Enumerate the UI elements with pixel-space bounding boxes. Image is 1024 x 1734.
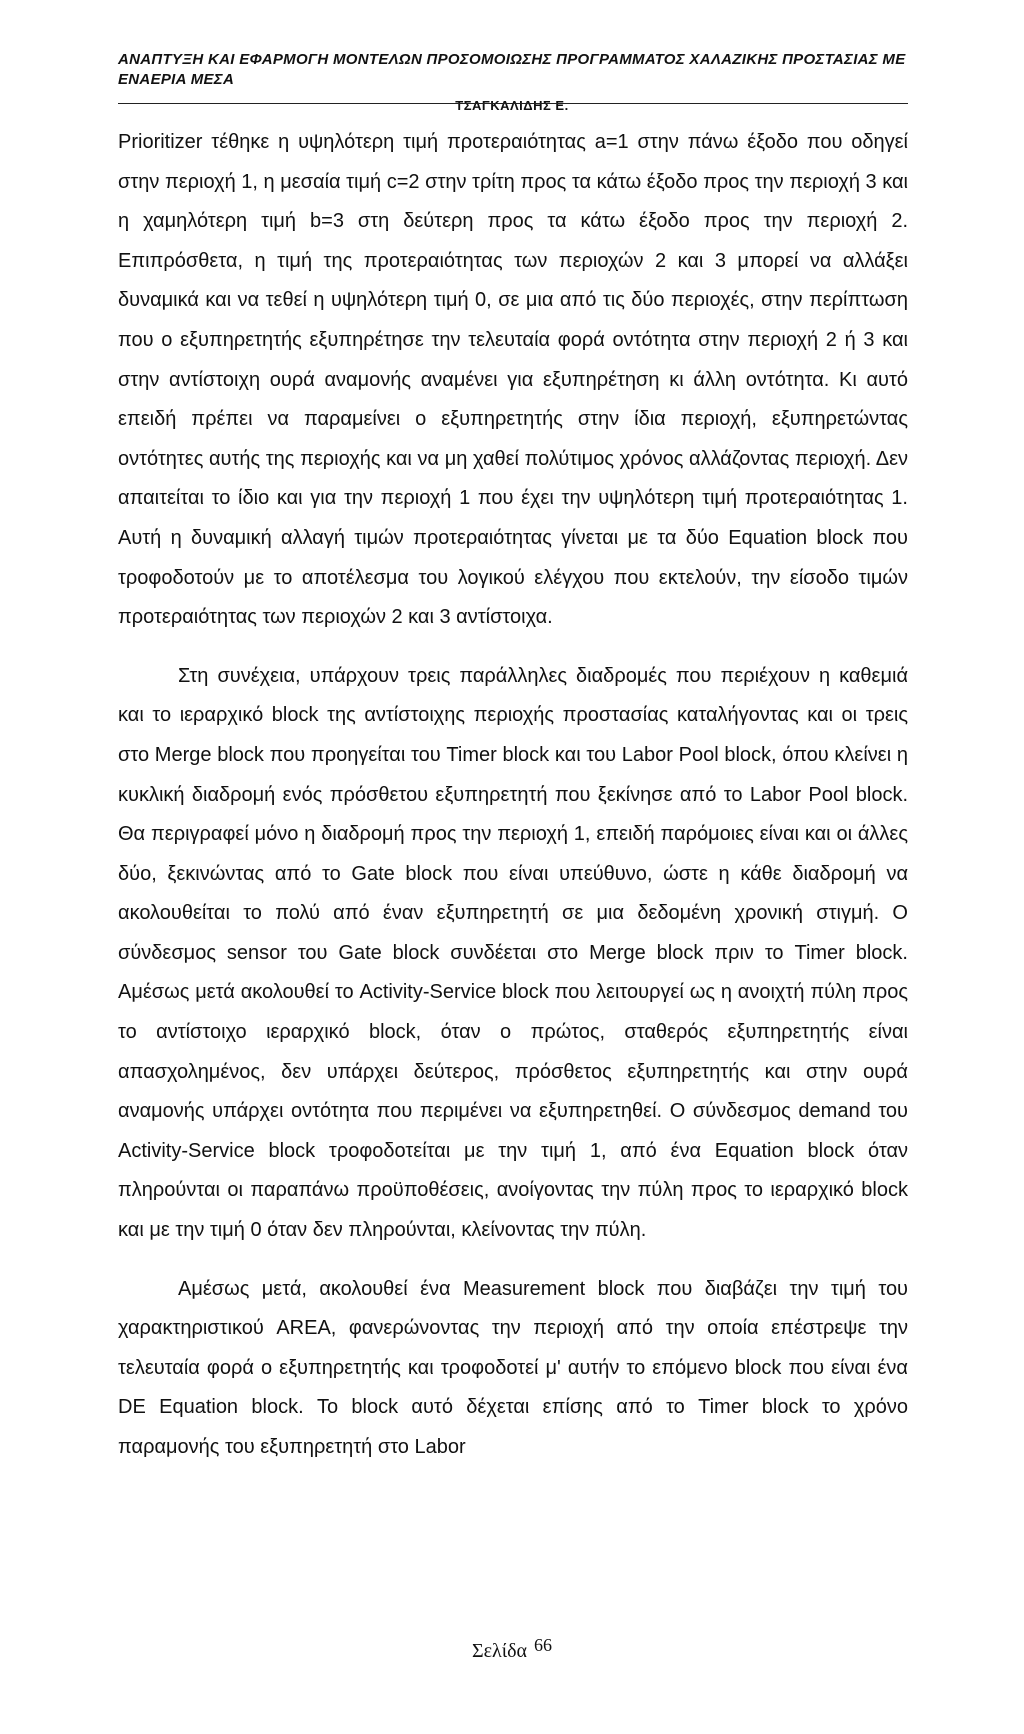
paragraph-2: Στη συνέχεια, υπάρχουν τρεις παράλληλες διαδρομές που περιέχουν η καθεμιά και το ιεραρχικό block της αντίστοιχης περιοχής προστασίας καταλήγοντας και οι τρεις στο Merge block που προηγείται του Timer block και του Labor Pool block, όπου κλείνει η κυκλική διαδρομή ενός πρόσθετου εξυπηρετητή που ξεκίνησε από το Labor Pool block. Θα περιγραφεί μόνο η διαδρομή προς την περιοχή 1, επειδή παρόμοιες είναι και οι άλλες δύο, ξεκινώντας από το Gate block που είναι υπεύθυνο, ώστε η κάθε διαδρομή να ακολουθείται το πολύ από έναν εξυπηρετητή σε μια δεδομένη χρονική στιγμή. Ο σύνδεσμος sensor του Gate block συνδέεται στο Merge block πριν το Timer block. Αμέσως μετά ακολουθεί το Activity-Service block που λειτουργεί ως η ανοιχτή πύλη προς το αντίστοιχο ιεραρχικό block, όταν ο πρώτος, σταθερός εξυπηρετητής είναι απασχολημένος, δεν υπάρχει δεύτερος, πρόσθετος εξυπηρετητής και στην ουρά αναμονής υπάρχει οντότητα που περιμένει να εξυπηρετηθεί. Ο σύνδεσμος demand του Activity-Service block τροφοδοτείται με την τιμή 1, από ένα Equation block όταν πληρούνται οι παραπάνω προϋποθέσεις, ανοίγοντας την πύλη προς το ιεραρχικό block και με την τιμή 0 όταν δεν πληρούνται, κλείνοντας την πύλη. [118,664,908,1242]
paragraph-1: Prioritizer τέθηκε η υψηλότερη τιμή προτεραιότητας a=1 στην πάνω έξοδο που οδηγεί στην περιοχή 1, η μεσαία τιμή c=2 στην τρίτη προς τα κάτω έξοδο προς την περιοχή 3 και η χαμηλότερη τιμή b=3 στη δεύτερη προς τα κάτω έξοδο προς την περιοχή 2. Επιπρόσθετα, η τιμή της προτεραιότητας των περιοχών 2 και 3 μπορεί να αλλάξει δυναμικά και να τεθεί η υψηλότερη τιμή 0, σε μια από τις δύο περιοχές, στην περίπτωση που ο εξυπηρετητής εξυπηρέτησε την τελευταία φορά οντότητα στην περιοχή 2 ή 3 και στην αντίστοιχη ουρά αναμονής αναμένει για εξυπηρέτηση κι άλλη οντότητα. Κι αυτό επειδή πρέπει να παραμείνει ο εξυπηρετητής στην ίδια περιοχή, εξυπηρετώντας οντότητες αυτής της περιοχής και να μη χαθεί πολύτιμος χρόνος αλλάζοντας περιοχή. Δεν απαιτείται το ίδιο και για την περιοχή 1 που έχει την υψηλότερη τιμή προτεραιότητας 1. Αυτή η δυναμική αλλαγή τιμών προτεραιότητας γίνεται με τα δύο Equation block που τροφοδοτούν με το αποτέλεσμα του λογικού ελέγχου που εκτελούν, την είσοδο τιμών προτεραιότητας των περιοχών 2 και 3 αντίστοιχα. [118,131,908,629]
running-header-title: ΑΝΑΠΤΥΞΗ ΚΑΙ ΕΦΑΡΜΟΓΗ ΜΟΝΤΕΛΩΝ ΠΡΟΣΟΜΟΙΩΣΗΣ ΠΡΟΓΡΑΜΜΑΤΟΣ ΧΑΛΑΖΙΚΗΣ ΠΡΟΣΤΑΣΙΑΣ ΜΕ ΕΝΑΕΡΙΑ ΜΕΣΑ [118,51,906,88]
header-divider [118,103,908,104]
body-text [118,123,908,1468]
page-footer [0,1635,1024,1663]
page-label: Σελίδα [471,1640,528,1662]
paragraph-3: Αμέσως μετά, ακολουθεί ένα Measurement block που διαβάζει την τιμή του χαρακτηριστικού AREA, φανερώνοντας την περιοχή από την οποία επέστρεψε την τελευταία φορά ο εξυπηρετητής και τροφοδοτεί μ' αυτήν το επόμενο block που είναι ένα DE Equation block. Το block αυτό δέχεται επίσης από το Timer block το χρόνο παραμονής του εξυπηρετητή στο Labor [118,1277,908,1458]
page-number: 66 [534,1635,553,1655]
running-header-author: ΤΣΑΓΚΑΛΙΔΗΣ Ε. [455,98,569,113]
